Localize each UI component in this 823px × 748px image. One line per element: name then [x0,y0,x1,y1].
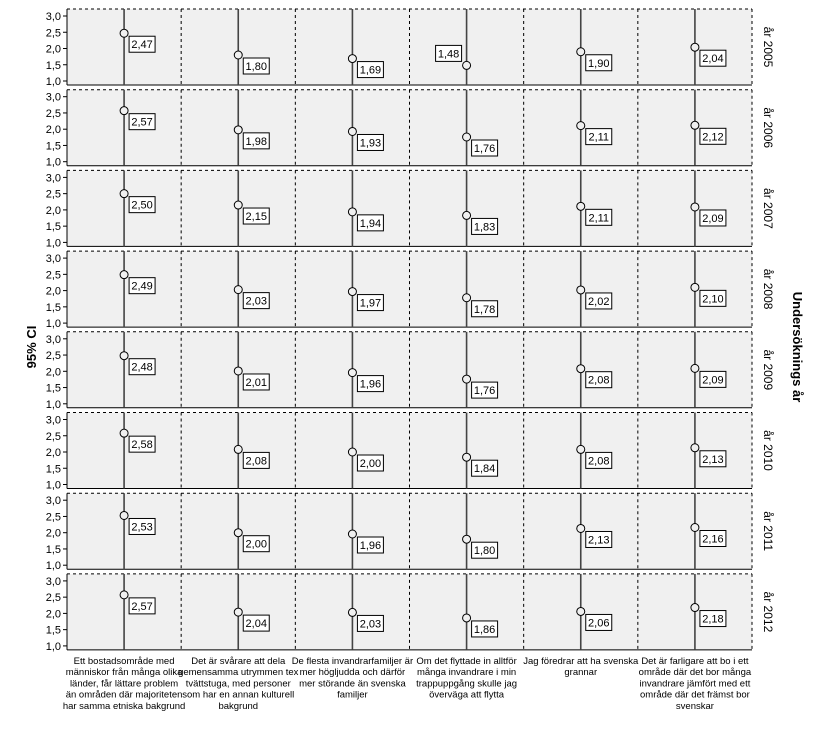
value-label: 2,11 [588,212,610,225]
y-tick-label: 2,5 [45,511,61,524]
value-label: 1,76 [473,143,496,155]
category-label-line: människor från många olika [65,667,183,679]
mean-point [463,294,471,302]
mean-point [348,448,356,456]
mean-point [577,48,585,56]
y-tick-label: 2,5 [45,269,61,282]
category-label-line: Det är svårare att dela [191,656,286,667]
value-label: 2,12 [702,131,724,144]
y-tick-label: 3,0 [45,333,61,346]
y-tick-label: 2,5 [45,107,61,120]
y-tick-label: 1,0 [45,237,61,250]
mean-point [691,121,699,129]
category-label-line: Ett bostadsområde med [73,656,175,667]
panel-7 [46,574,775,653]
value-label: 2,50 [131,199,153,212]
mean-point [577,607,585,615]
y-tick-label: 1,5 [45,543,61,556]
mean-point [234,529,242,537]
y-tick-label: 1,0 [45,318,61,331]
category-label-line: grannar [564,667,598,679]
y-tick-label: 2,5 [45,188,61,201]
mean-point [691,444,699,452]
panel-label: år 2010 [761,430,775,471]
value-label: 2,13 [702,453,724,466]
mean-point [691,364,699,372]
value-label: 2,53 [131,521,153,534]
panel-label: år 2012 [761,591,775,633]
y-tick-label: 2,5 [45,27,61,40]
value-label: 1,96 [359,378,382,391]
category-label-line: område där det främst bor [640,689,750,701]
mean-point [463,211,471,219]
mean-point [120,591,128,599]
value-label: 2,04 [245,618,267,631]
y-tick-label: 2,0 [45,366,61,379]
category-label-line: svenskar [675,700,714,712]
y-tick-label: 1,0 [45,398,61,411]
category-label-line: invandrare jämfört med ett [639,678,751,690]
y-tick-label: 2,0 [45,608,61,621]
value-label: 2,02 [588,295,610,308]
value-label: 1,69 [359,64,382,77]
y-tick-label: 2,0 [45,285,61,298]
value-label: 1,94 [359,217,382,230]
category-label-line: tvättstuga, med personer [185,678,291,690]
mean-point [577,365,585,373]
value-label: 2,10 [702,293,724,306]
value-label: 2,03 [359,618,382,631]
mean-point [348,127,356,135]
y-tick-label: 1,5 [45,463,61,476]
value-label: 2,03 [245,295,267,308]
y-tick-label: 2,0 [45,124,61,137]
mean-point [234,286,242,294]
y-tick-label: 3,0 [45,11,61,23]
mean-point [348,208,356,216]
value-label: 2,47 [131,39,153,52]
value-label: 2,16 [702,533,724,546]
category-label-1 [178,656,299,712]
mean-point [348,55,356,63]
value-label: 1,78 [473,303,496,316]
mean-point [577,445,585,453]
y-tick-label: 3,0 [45,414,61,427]
value-label: 1,93 [359,137,382,150]
mean-point [463,375,471,383]
value-label: 2,00 [359,458,382,470]
value-label: 2,08 [588,374,610,387]
value-label: 1,96 [359,540,382,552]
mean-point [463,133,471,141]
panel-2 [46,170,775,249]
mean-point [348,608,356,616]
value-label: 2,18 [702,613,724,626]
mean-point [348,369,356,377]
value-label: 2,00 [245,538,267,551]
mean-point [463,535,471,543]
y-tick-label: 1,0 [45,479,61,492]
value-label: 1,76 [473,385,496,398]
y-tick-label: 3,0 [45,253,61,266]
mean-point [234,201,242,209]
category-label-line: Om det flyttade in alltför [416,656,517,667]
mean-point [120,107,128,115]
category-label-line: än områden där majoriteten [65,689,183,701]
y-tick-label: 3,0 [45,172,61,185]
mean-point [691,43,699,51]
mean-point [348,530,356,538]
category-label-2 [292,656,413,701]
panels-layer [46,9,775,653]
mean-point [234,608,242,616]
panel-label: år 2009 [761,349,775,391]
mean-point [120,429,128,437]
value-label: 2,09 [702,374,724,387]
mean-point [463,453,471,461]
value-label: 2,08 [245,455,267,468]
mean-point [234,126,242,134]
y-tick-label: 1,0 [45,156,61,169]
value-label: 2,11 [588,131,610,144]
y-tick-label: 2,5 [45,592,61,605]
y-tick-label: 3,0 [45,91,61,104]
y-tick-label: 3,0 [45,575,61,588]
value-label: 1,84 [473,463,496,476]
category-label-line: område där det bor många [638,667,752,679]
category-label-0 [63,656,186,712]
panel-label: år 2005 [761,26,775,68]
mean-point [120,352,128,360]
value-label: 2,09 [702,212,724,225]
y-tick-label: 1,5 [45,59,61,72]
y-tick-label: 1,0 [45,76,61,88]
value-label: 2,06 [588,617,610,630]
category-label-5 [639,656,752,712]
category-label-4 [523,656,639,678]
mean-point [691,203,699,211]
mean-point [120,511,128,519]
value-label: 1,80 [473,545,496,558]
category-label-line: länder, får lättare problem [69,678,179,690]
category-label-line: De flesta invandrarfamiljer är [291,656,414,667]
mean-point [348,288,356,296]
y-tick-label: 2,0 [45,204,61,217]
mean-point [577,286,585,294]
panel-label: år 2008 [761,268,775,310]
panel-0 [46,9,775,88]
mean-point [691,604,699,612]
mean-point [463,61,471,69]
category-label-line: trappuppgång skulle jag [416,678,518,690]
value-label: 2,58 [131,439,153,452]
value-label: 2,57 [131,600,153,613]
panel-5 [46,413,775,492]
mean-point [234,367,242,375]
mean-point [234,51,242,59]
mean-point [234,445,242,453]
mean-point [691,524,699,532]
value-label: 1,90 [588,57,610,70]
panel-label: år 2006 [761,107,775,149]
category-label-line: familjer [337,689,368,701]
y-tick-label: 3,0 [45,495,61,508]
value-label: 1,80 [245,61,267,73]
y-tick-label: 2,5 [45,430,61,443]
value-label: 1,48 [437,48,460,61]
y-tick-label: 1,0 [45,640,61,653]
category-label-line: har samma etniska bakgrund [62,700,186,712]
category-label-line: Jag föredrar att ha svenska [523,656,639,667]
panel-1 [46,90,775,169]
category-label-3 [416,656,517,701]
y-tick-label: 2,5 [45,350,61,363]
y-tick-label: 1,0 [45,560,61,573]
panel-label: år 2007 [761,188,775,229]
panel-3 [46,251,775,330]
panel-4 [46,332,775,411]
y-tick-label: 2,0 [45,43,61,56]
y-tick-label: 2,0 [45,447,61,459]
value-label: 2,04 [702,53,724,66]
value-label: 2,15 [245,211,267,224]
y-tick-label: 1,5 [45,624,61,637]
mean-point [577,202,585,210]
mean-point [463,614,471,622]
mean-point [577,122,585,130]
category-label-line: många invandrare i min [416,667,517,679]
y-tick-label: 1,5 [45,382,61,395]
value-label: 1,97 [359,297,382,310]
category-label-line: bakgrund [218,700,259,712]
category-label-line: gemensamma utrymmen tex [178,667,299,679]
panel-axis-title: Undersöknings år [790,291,805,403]
mean-point [120,271,128,279]
category-label-line: mer högljudda och därför [299,667,406,679]
value-label: 2,49 [131,280,153,293]
y-tick-label: 1,5 [45,221,61,234]
value-label: 2,48 [131,361,153,374]
panel-label: år 2011 [761,511,775,552]
value-label: 2,13 [588,534,610,547]
value-label: 1,83 [473,221,496,234]
category-label-line: som har en annan kulturell [182,689,295,701]
y-tick-label: 2,0 [45,527,61,540]
y-tick-label: 1,5 [45,301,61,314]
mean-point [120,29,128,37]
mean-point [120,190,128,198]
category-label-line: mer störande än svenska [299,678,406,690]
category-label-line: överväga att flytta [429,689,505,701]
value-label: 2,08 [588,455,610,468]
y-axis-title: 95% CI [24,325,39,369]
value-label: 1,86 [473,623,496,636]
value-label: 2,01 [245,376,267,389]
mean-point [577,524,585,532]
value-label: 1,98 [245,135,267,148]
mean-point [691,283,699,291]
category-label-line: Det är farligare att bo i ett [641,656,749,667]
y-tick-label: 1,5 [45,140,61,153]
panel-6 [46,493,775,572]
value-label: 2,57 [131,116,153,129]
category-labels [63,656,752,712]
